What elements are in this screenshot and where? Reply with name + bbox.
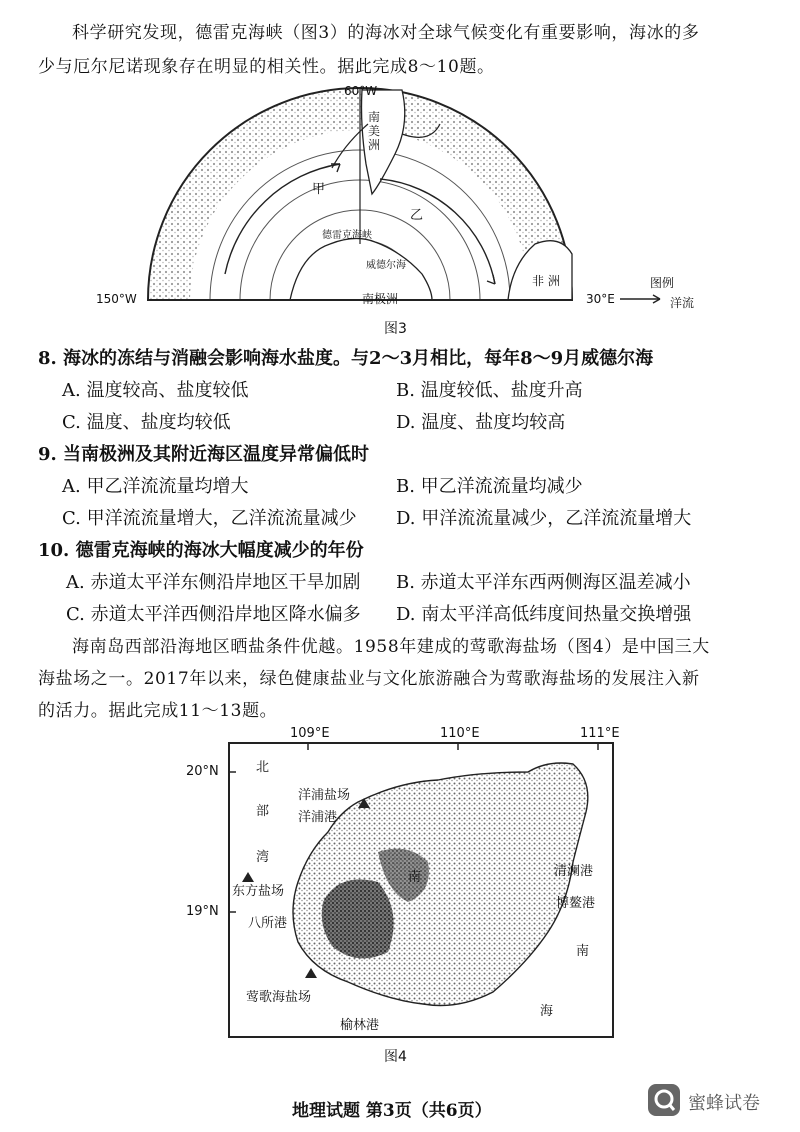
fig4-lon-110: 110°E [440, 726, 480, 741]
q8-stem: 8. 海冰的冻结与消融会影响海水盐度。与2～3月相比，每年8～9月威德尔海 [38, 348, 654, 369]
q8-option-c[interactable]: C. 温度、盐度均较低 [62, 412, 231, 433]
fig3-antarctica-label: 南极洲 [362, 292, 399, 306]
fig4-lon-109: 109°E [290, 726, 330, 741]
q9-stem: 9. 当南极洲及其附近海区温度异常偏低时 [38, 444, 370, 465]
fig4-lon-111: 111°E [580, 726, 620, 741]
q8-option-a[interactable]: A. 温度较高、盐度较低 [62, 380, 249, 401]
fig4-sea-wan: 湾 [256, 850, 270, 865]
q10-option-a[interactable]: A. 赤道太平洋东侧沿岸地区干旱加剧 [66, 572, 361, 593]
fig3-lon-30e: 30°E [586, 292, 615, 306]
q9-option-c[interactable]: C. 甲洋流流量增大，乙洋流流量减少 [62, 508, 357, 529]
fig3-legend-title: 图例 [650, 276, 675, 290]
fig3-yi-label: 乙 [410, 208, 424, 223]
fig4-sea-bei: 北 [256, 760, 270, 775]
fig4-yinggehai-salt: 莺歌海盐场 [246, 990, 312, 1005]
fig3-legend-item: 洋流 [670, 296, 695, 310]
intro2-line2: 海盐场之一。2017年以来，绿色健康盐业与文化旅游融合为莺歌海盐场的发展注入新 [38, 669, 700, 689]
fig4-lat-20: 20°N [186, 764, 219, 779]
fig4-dongfang-salt: 东方盐场 [232, 884, 285, 899]
intro2-line3: 的活力。据此完成11～13题。 [38, 701, 278, 721]
fig3-lon-60w: 60°W [344, 84, 378, 98]
intro1-line1: 科学研究发现，德雷克海峡（图3）的海冰对全球气候变化有重要影响，海冰的多 [72, 23, 700, 43]
intro1-line2: 少与厄尔尼诺现象存在明显的相关性。据此完成8～10题。 [38, 57, 495, 77]
q10-option-c[interactable]: C. 赤道太平洋西侧沿岸地区降水偏多 [66, 604, 361, 625]
fig3-weddell-label: 威德尔海 [366, 260, 406, 271]
fig4-lat-19: 19°N [186, 904, 219, 919]
fig4-basuo-port: 八所港 [248, 916, 288, 931]
fig4-yangpu-salt: 洋浦盐场 [298, 788, 351, 803]
q8-option-d[interactable]: D. 温度、盐度均较高 [396, 412, 566, 433]
q10-option-b[interactable]: B. 赤道太平洋东西两侧海区温差减小 [396, 572, 691, 593]
q8-option-b[interactable]: B. 温度较低、盐度升高 [396, 380, 583, 401]
fig3-jia-label: 甲 [312, 182, 326, 197]
fig4-yangpu-port: 洋浦港 [298, 810, 338, 825]
fig4-inland-label: 南 [408, 870, 422, 885]
q9-option-b[interactable]: B. 甲乙洋流流量均减少 [396, 476, 583, 497]
fig4-sea-hai: 海 [540, 1004, 554, 1019]
q10-stem: 10. 德雷克海峡的海冰大幅度减少的年份 [38, 540, 364, 561]
page-footer: 地理试题 第3页（共6页） [292, 1101, 492, 1121]
q9-option-a[interactable]: A. 甲乙洋流流量均增大 [62, 476, 249, 497]
fig3-drake-label: 德雷克海峡 [322, 230, 372, 241]
fig4-yulin-port: 榆林港 [340, 1018, 380, 1033]
fig3-africa-label: 非 洲 [532, 274, 560, 288]
figure3-map [140, 84, 700, 310]
fig4-sea-nan: 南 [576, 944, 590, 959]
watermark-text: 蜜蜂试卷 [688, 1093, 760, 1114]
fig4-boao-port: 博鳌港 [556, 896, 596, 911]
q9-option-d[interactable]: D. 甲洋流流量减少，乙洋流流量增大 [396, 508, 692, 529]
fig3-south-america-label: 南美洲 [368, 110, 381, 152]
intro2-line1: 海南岛西部沿海地区晒盐条件优越。1958年建成的莺歌海盐场（图4）是中国三大 [72, 637, 710, 657]
fig3-lon-150w: 150°W [96, 292, 137, 306]
q10-option-d[interactable]: D. 南太平洋高低纬度间热量交换增强 [396, 604, 692, 625]
fig4-qinglan-port: 清澜港 [554, 864, 594, 879]
fig4-caption: 图4 [384, 1049, 407, 1065]
watermark-logo-icon [648, 1084, 680, 1116]
fig3-caption: 图3 [384, 321, 407, 337]
fig4-sea-bu: 部 [256, 804, 270, 819]
